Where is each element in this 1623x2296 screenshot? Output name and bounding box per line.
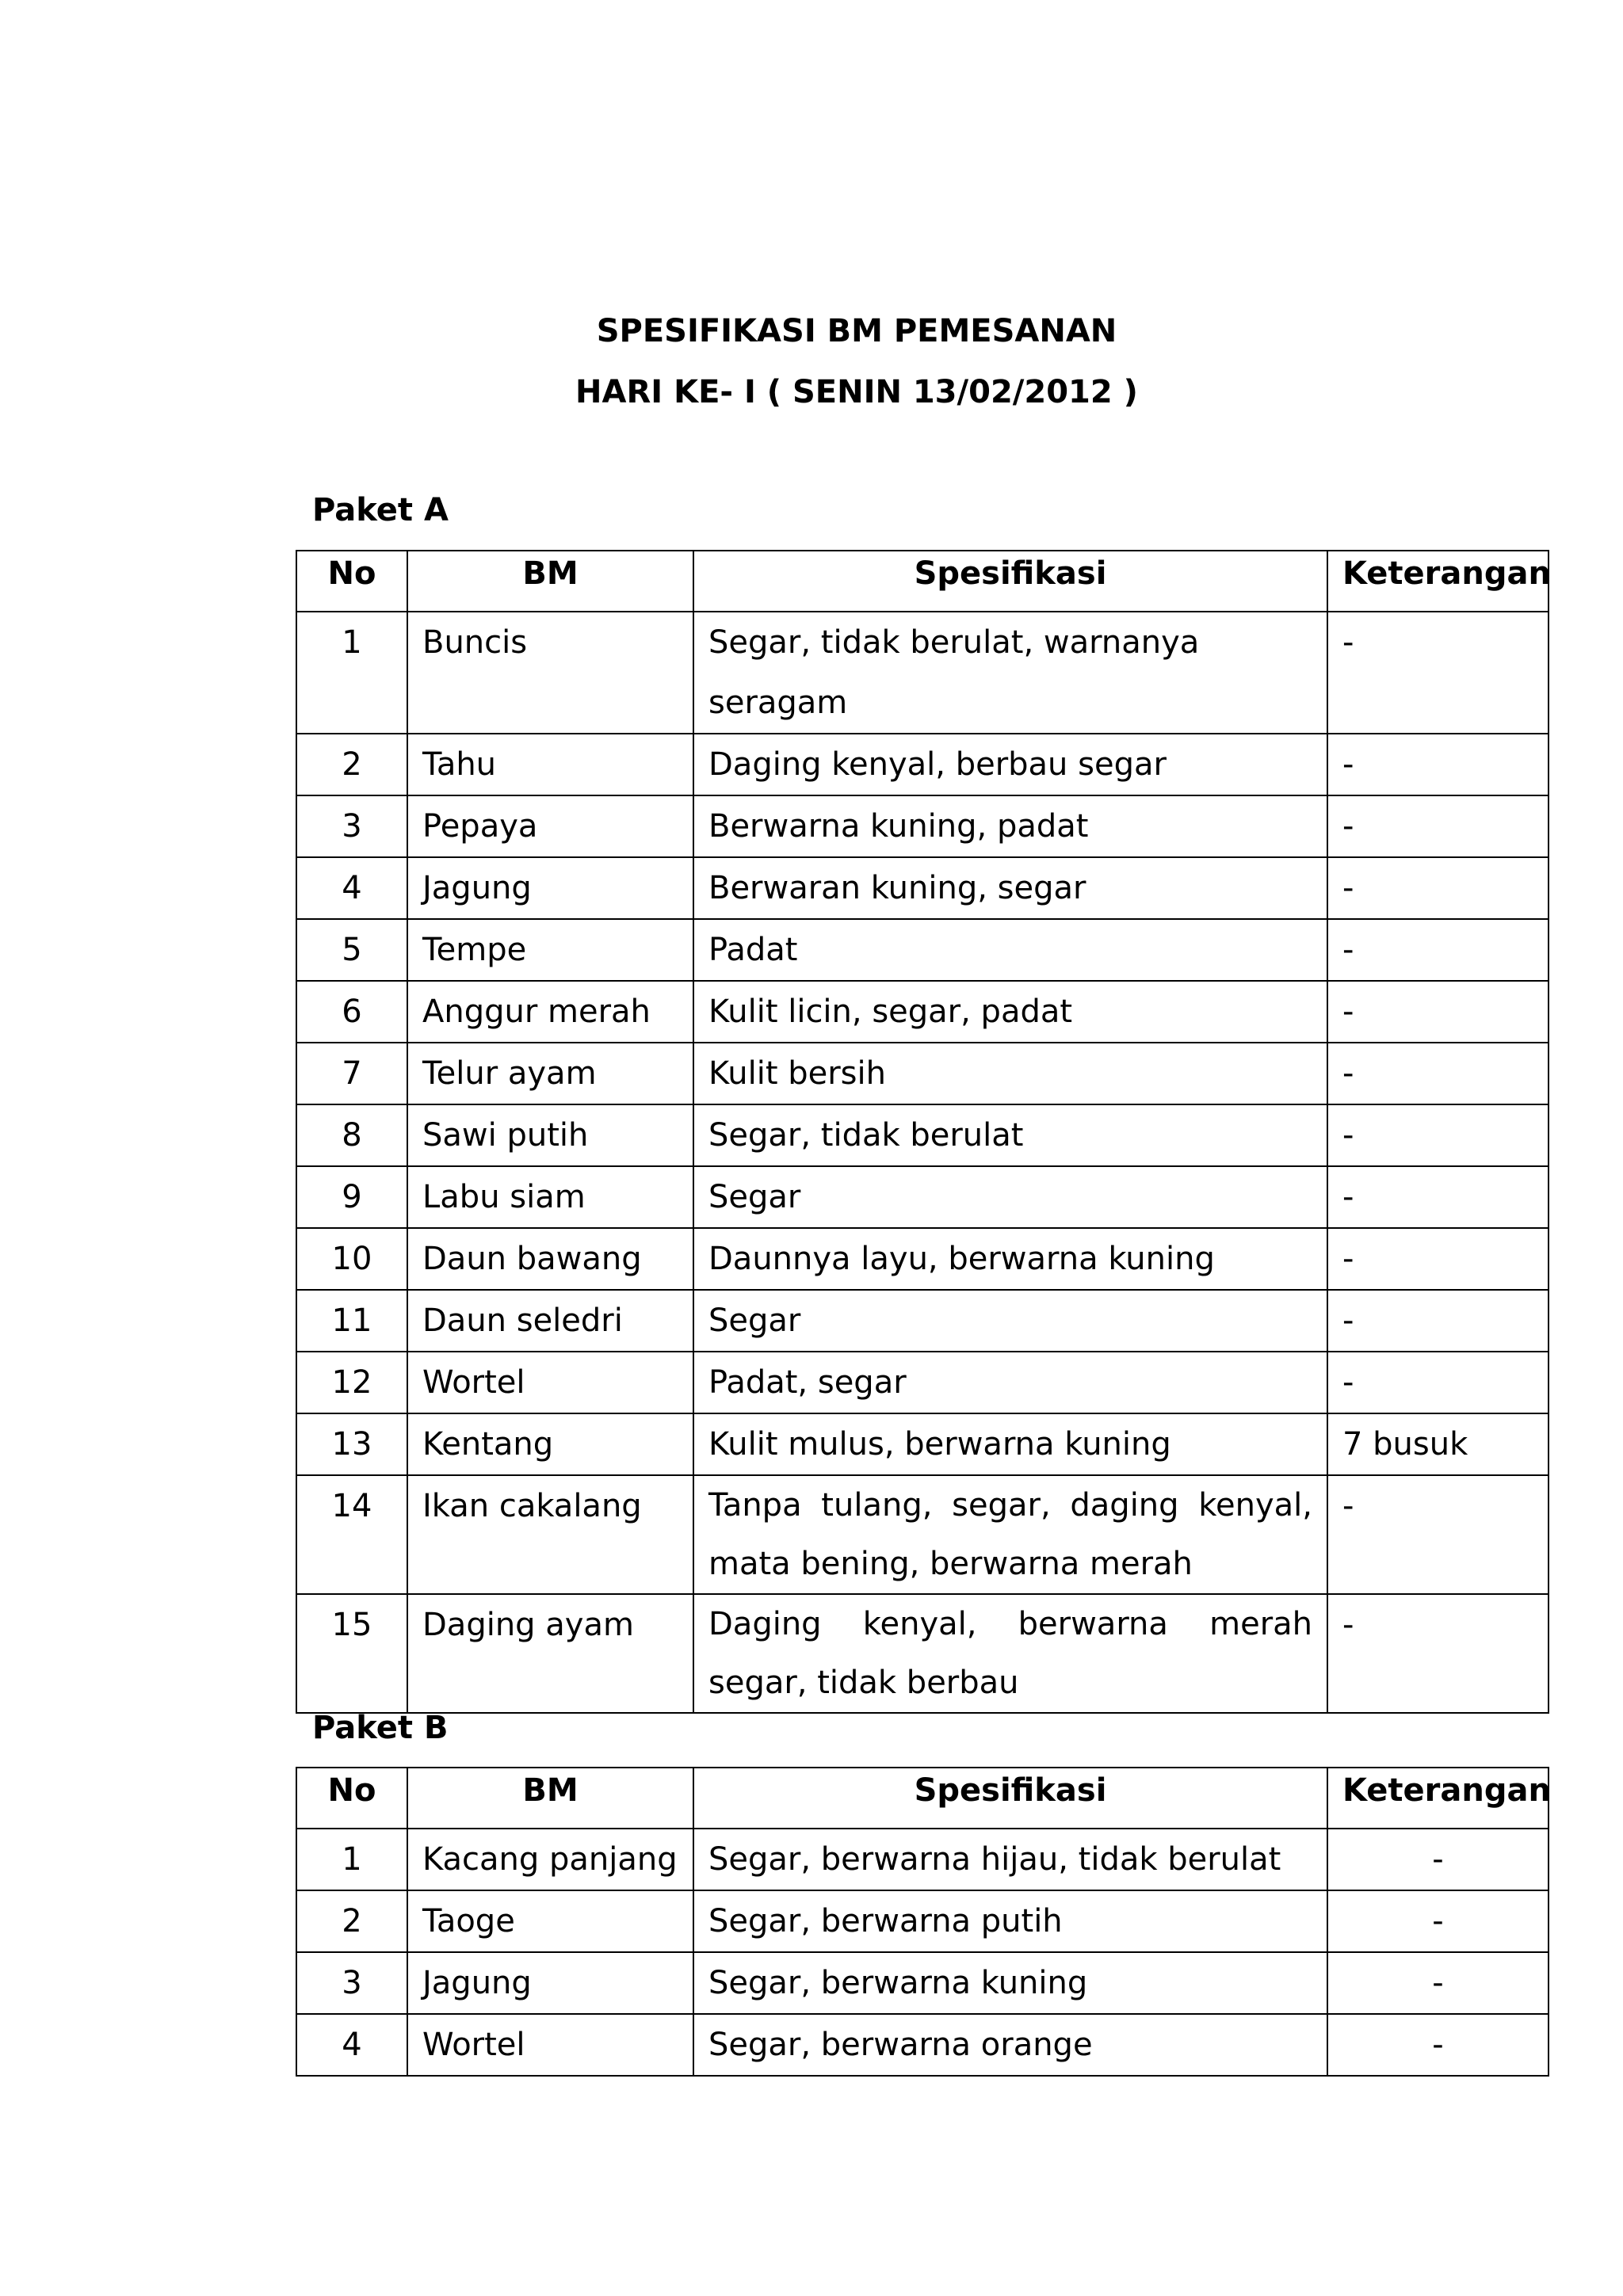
header-bm: BM	[407, 551, 693, 612]
cell-spesifikasi: Segar	[693, 1290, 1327, 1352]
cell-keterangan: -	[1327, 1594, 1549, 1713]
cell-no: 3	[296, 795, 407, 857]
cell-keterangan: -	[1327, 981, 1549, 1043]
cell-keterangan: -	[1327, 1829, 1549, 1890]
header-spesifikasi: Spesifikasi	[693, 1768, 1327, 1829]
paket-a-label: Paket A	[312, 492, 449, 528]
cell-bm: Tempe	[407, 919, 693, 981]
header-keterangan: Keterangan	[1327, 551, 1549, 612]
table-row	[296, 2014, 1549, 2076]
cell-no: 11	[296, 1290, 407, 1352]
table-row	[296, 1104, 1549, 1166]
cell-no: 14	[296, 1475, 407, 1594]
cell-no: 1	[296, 612, 407, 734]
cell-keterangan: -	[1327, 1043, 1549, 1104]
table-row	[296, 734, 1549, 795]
cell-keterangan: -	[1327, 612, 1549, 734]
cell-bm: Ikan cakalang	[407, 1475, 693, 1594]
cell-no: 4	[296, 857, 407, 919]
cell-no: 12	[296, 1352, 407, 1413]
cell-spesifikasi: Padat	[693, 919, 1327, 981]
cell-spesifikasi: Daging kenyal, berbau segar	[693, 734, 1327, 795]
table-row	[296, 1228, 1549, 1290]
cell-spesifikasi: Berwarna kuning, padat	[693, 795, 1327, 857]
cell-keterangan: -	[1327, 919, 1549, 981]
cell-spesifikasi: Daging kenyal, berwarna merah segar, tidak berbau	[693, 1594, 1327, 1713]
cell-no: 13	[296, 1413, 407, 1475]
cell-no: 2	[296, 1890, 407, 1952]
cell-bm: Buncis	[407, 612, 693, 734]
cell-bm: Jagung	[407, 857, 693, 919]
cell-keterangan: -	[1327, 734, 1549, 795]
cell-keterangan: -	[1327, 795, 1549, 857]
paket-b-label: Paket B	[312, 1710, 449, 1746]
table-row	[296, 1352, 1549, 1413]
table-row	[296, 981, 1549, 1043]
cell-bm: Daun bawang	[407, 1228, 693, 1290]
cell-bm: Labu siam	[407, 1166, 693, 1228]
cell-keterangan: -	[1327, 1475, 1549, 1594]
cell-spesifikasi: Padat, segar	[693, 1352, 1327, 1413]
cell-keterangan: -	[1327, 1290, 1549, 1352]
cell-no: 3	[296, 1952, 407, 2014]
table-row	[296, 1166, 1549, 1228]
cell-no: 7	[296, 1043, 407, 1104]
cell-no: 4	[296, 2014, 407, 2076]
cell-bm: Pepaya	[407, 795, 693, 857]
document-title: SPESIFIKASI BM PEMESANAN	[596, 313, 1117, 349]
cell-spesifikasi: Kulit licin, segar, padat	[693, 981, 1327, 1043]
cell-spesifikasi: Segar, berwarna orange	[693, 2014, 1327, 2076]
cell-keterangan: -	[1327, 1952, 1549, 2014]
header-bm: BM	[407, 1768, 693, 1829]
cell-spesifikasi: Berwaran kuning, segar	[693, 857, 1327, 919]
cell-bm: Tahu	[407, 734, 693, 795]
cell-spesifikasi: Kulit mulus, berwarna kuning	[693, 1413, 1327, 1475]
cell-spesifikasi: Segar, berwarna putih	[693, 1890, 1327, 1952]
cell-keterangan: -	[1327, 1352, 1549, 1413]
table-row	[296, 612, 1549, 734]
cell-bm: Jagung	[407, 1952, 693, 2014]
table-row	[296, 1475, 1549, 1594]
cell-spesifikasi: Segar	[693, 1166, 1327, 1228]
cell-bm: Taoge	[407, 1890, 693, 1952]
header-no: No	[296, 1768, 407, 1829]
cell-no: 6	[296, 981, 407, 1043]
cell-bm: Telur ayam	[407, 1043, 693, 1104]
cell-bm: Wortel	[407, 2014, 693, 2076]
cell-spesifikasi: Segar, berwarna kuning	[693, 1952, 1327, 2014]
cell-no: 2	[296, 734, 407, 795]
header-spesifikasi: Spesifikasi	[693, 551, 1327, 612]
cell-spesifikasi: Daunnya layu, berwarna kuning	[693, 1228, 1327, 1290]
cell-keterangan: -	[1327, 1104, 1549, 1166]
table-row	[296, 1594, 1549, 1713]
cell-spesifikasi: Kulit bersih	[693, 1043, 1327, 1104]
cell-spesifikasi: Tanpa tulang, segar, daging kenyal, mata bening, berwarna merah	[693, 1475, 1327, 1594]
cell-spesifikasi: Segar, berwarna hijau, tidak berulat	[693, 1829, 1327, 1890]
cell-keterangan: -	[1327, 1228, 1549, 1290]
cell-keterangan: -	[1327, 1890, 1549, 1952]
cell-bm: Kentang	[407, 1413, 693, 1475]
table-row	[296, 1043, 1549, 1104]
document-subtitle: HARI KE- I ( SENIN 13/02/2012 )	[575, 374, 1138, 410]
paket-a-table	[296, 550, 1549, 1714]
cell-bm: Anggur merah	[407, 981, 693, 1043]
cell-bm: Wortel	[407, 1352, 693, 1413]
cell-bm: Daun seledri	[407, 1290, 693, 1352]
cell-spesifikasi: Segar, tidak berulat	[693, 1104, 1327, 1166]
paket-b-table	[296, 1767, 1549, 2077]
cell-bm: Daging ayam	[407, 1594, 693, 1713]
table-row	[296, 1290, 1549, 1352]
table-row	[296, 919, 1549, 981]
cell-keterangan: -	[1327, 1166, 1549, 1228]
cell-no: 15	[296, 1594, 407, 1713]
cell-no: 8	[296, 1104, 407, 1166]
cell-no: 9	[296, 1166, 407, 1228]
cell-bm: Sawi putih	[407, 1104, 693, 1166]
cell-spesifikasi: Segar, tidak berulat, warnanya seragam	[693, 612, 1327, 734]
table-row	[296, 857, 1549, 919]
table-row	[296, 1413, 1549, 1475]
header-keterangan: Keterangan	[1327, 1768, 1549, 1829]
cell-keterangan: 7 busuk	[1327, 1413, 1549, 1475]
table-row	[296, 1952, 1549, 2014]
cell-no: 5	[296, 919, 407, 981]
table-row	[296, 795, 1549, 857]
cell-no: 1	[296, 1829, 407, 1890]
cell-no: 10	[296, 1228, 407, 1290]
table-row	[296, 1890, 1549, 1952]
cell-bm: Kacang panjang	[407, 1829, 693, 1890]
header-no: No	[296, 551, 407, 612]
cell-keterangan: -	[1327, 857, 1549, 919]
table-row	[296, 1829, 1549, 1890]
cell-keterangan: -	[1327, 2014, 1549, 2076]
